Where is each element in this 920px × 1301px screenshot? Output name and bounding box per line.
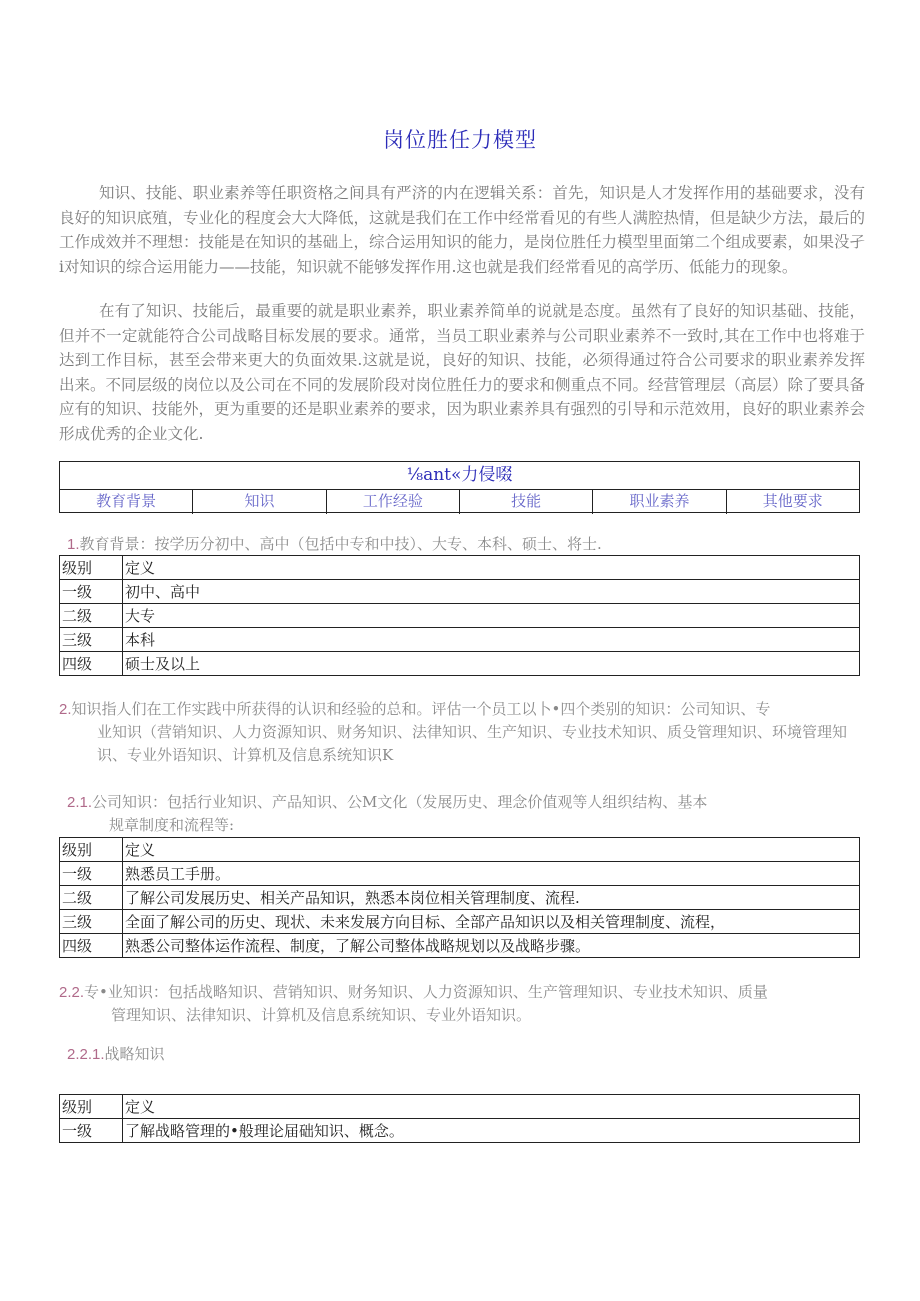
section-number: 2.2. xyxy=(59,984,85,1001)
definition-cell: 熟悉公司整体运作流程、制度，了解公司整体战略规划以及战略步骤。 xyxy=(123,934,860,958)
education-table xyxy=(59,555,860,676)
definition-cell: 硕士及以上 xyxy=(123,652,860,676)
header-cell: 级别 xyxy=(60,1095,123,1119)
level-cell: 三级 xyxy=(60,910,123,934)
definition-cell: 了解战略管理的•般理论届础知识、概念。 xyxy=(123,1119,860,1143)
section-text: 专•业知识：包括战略知识、营销知识、财务知识、人力资源知识、生产管理知识、专业技术知识、质量 xyxy=(84,983,768,1001)
level-cell: 二级 xyxy=(60,604,123,628)
model-col-experience: 工作经验 xyxy=(327,490,460,514)
level-cell: 四级 xyxy=(60,652,123,676)
section-text: 知识指人们在工作实践中所获得的认识和经验的总和。评估一个员工以卜•四个类别的知识：公司知识、专 xyxy=(71,700,771,718)
section-number: 2.1. xyxy=(67,794,93,811)
table-row xyxy=(60,886,860,910)
strategy-knowledge-table xyxy=(59,1094,860,1143)
table-row xyxy=(60,862,860,886)
level-cell: 一级 xyxy=(60,862,123,886)
level-cell: 一级 xyxy=(60,1119,123,1143)
level-cell: 二级 xyxy=(60,886,123,910)
table-header-row xyxy=(60,1095,860,1119)
section-1-heading xyxy=(67,533,602,556)
section-2-2-heading xyxy=(59,981,865,1027)
header-cell: 定义 xyxy=(123,556,860,580)
definition-cell: 初中、高中 xyxy=(123,580,860,604)
level-cell: 一级 xyxy=(60,580,123,604)
section-text: 战略知识 xyxy=(104,1045,165,1063)
header-cell: 级别 xyxy=(60,838,123,862)
section-text-continued: 业知识（营销知识、人力资源知识、财务知识、法律知识、生产知识、专业技术知识、质殳管理知识、环境管理知识、专业外语知识、计算机及信息系统知识K xyxy=(97,723,848,764)
page-title: 岗位胜任力模型 xyxy=(383,128,537,152)
table-row xyxy=(60,580,860,604)
definition-cell: 全面了解公司的历史、现状、未来发展方向目标、全部产品知识以及相关管理制度、流程， xyxy=(123,910,860,934)
section-text-continued: 规章制度和流程等: xyxy=(109,816,235,834)
section-number: 2. xyxy=(59,701,72,718)
definition-cell: 熟悉员工手册。 xyxy=(123,862,860,886)
header-cell: 定义 xyxy=(123,1095,860,1119)
table-row xyxy=(60,934,860,958)
model-col-skills: 技能 xyxy=(460,490,593,514)
section-text-continued: 管理知识、法律知识、计算机及信息系统知识、专业外语知识。 xyxy=(111,1006,532,1024)
section-2-heading xyxy=(59,698,865,767)
section-number: 2.2.1. xyxy=(67,1046,105,1063)
table-row xyxy=(60,1119,860,1143)
section-text: 公司知识：包括行业知识、产品知识、公M文化（发展历史、理念价值观等人组织结构、基本 xyxy=(92,793,708,811)
section-text: 教育背景：按学历分初中、高中（包括中专和中技）、大专、本科、硕士、将士. xyxy=(79,535,602,553)
header-cell: 定义 xyxy=(123,838,860,862)
definition-cell: 大专 xyxy=(123,604,860,628)
intro-paragraph-1: 知识、技能、职业素养等任职资格之间具有严济的内在逻辑关系：首先，知识是人才发挥作用的基础要求，没有良好的知识底殖，专业化的程度会大大降低，这就是我们在工作中经常看见的有些人满腔热情，但是缺少方法，最后的工作成效并不理想：技能是在知识的基础上，综合运用知识的能力，是岗位胜任力模型里面第二个组成要素，如果没孑i对知识的综合运用能力——技能，知识就不能够发挥作用.这也就是我们经常看见的高学历、低能力的现象。 xyxy=(59,184,866,276)
table-header-row xyxy=(60,838,860,862)
definition-cell: 了解公司发展历史、相关产品知识，熟悉本岗位相关管理制度、流程. xyxy=(123,886,860,910)
definition-cell: 本科 xyxy=(123,628,860,652)
model-col-education: 教育背景 xyxy=(60,490,193,514)
model-col-other: 其他要求 xyxy=(762,492,823,510)
header-cell: 级别 xyxy=(60,556,123,580)
level-cell: 四级 xyxy=(60,934,123,958)
model-title: ⅛ant«力侵啜 xyxy=(60,462,859,490)
section-number: 1. xyxy=(67,536,80,553)
model-col-professionalism: 职业素养 xyxy=(593,490,726,514)
model-columns xyxy=(60,490,859,514)
table-row xyxy=(60,652,860,676)
company-knowledge-table xyxy=(59,837,860,958)
section-2-2-1-heading xyxy=(67,1043,165,1066)
level-cell: 三级 xyxy=(60,628,123,652)
table-row xyxy=(60,604,860,628)
table-header-row xyxy=(60,556,860,580)
section-2-1-heading xyxy=(67,791,857,837)
model-col-knowledge: 知识 xyxy=(193,490,326,514)
competency-model-box xyxy=(59,461,860,513)
table-row xyxy=(60,910,860,934)
table-row xyxy=(60,628,860,652)
intro-paragraph-2: 在有了知识、技能后，最重要的就是职业素养，职业素养简单的说就是态度。虽然有了良好的知识基础、技能，但并不一定就能符合公司战略目标发展的要求。通常，当员工职业素养与公司职业素养不一致时,其在工作中也将难于达到工作目标，甚至会带来更大的负面效果.这就是说，良好的知识、技能，必须得通过符合公司要求的职业素养发挥出来。不同层级的岗位以及公司在不同的发展阶段对岗位胜任力的要求和侧重点不同。经营管理层（高层）除了要具备应有的知识、技能外，更为重要的还是职业素养的要求，因为职业素养具有强烈的引导和示范效用，良好的职业素养会形成优秀的企业文化. xyxy=(59,302,866,443)
